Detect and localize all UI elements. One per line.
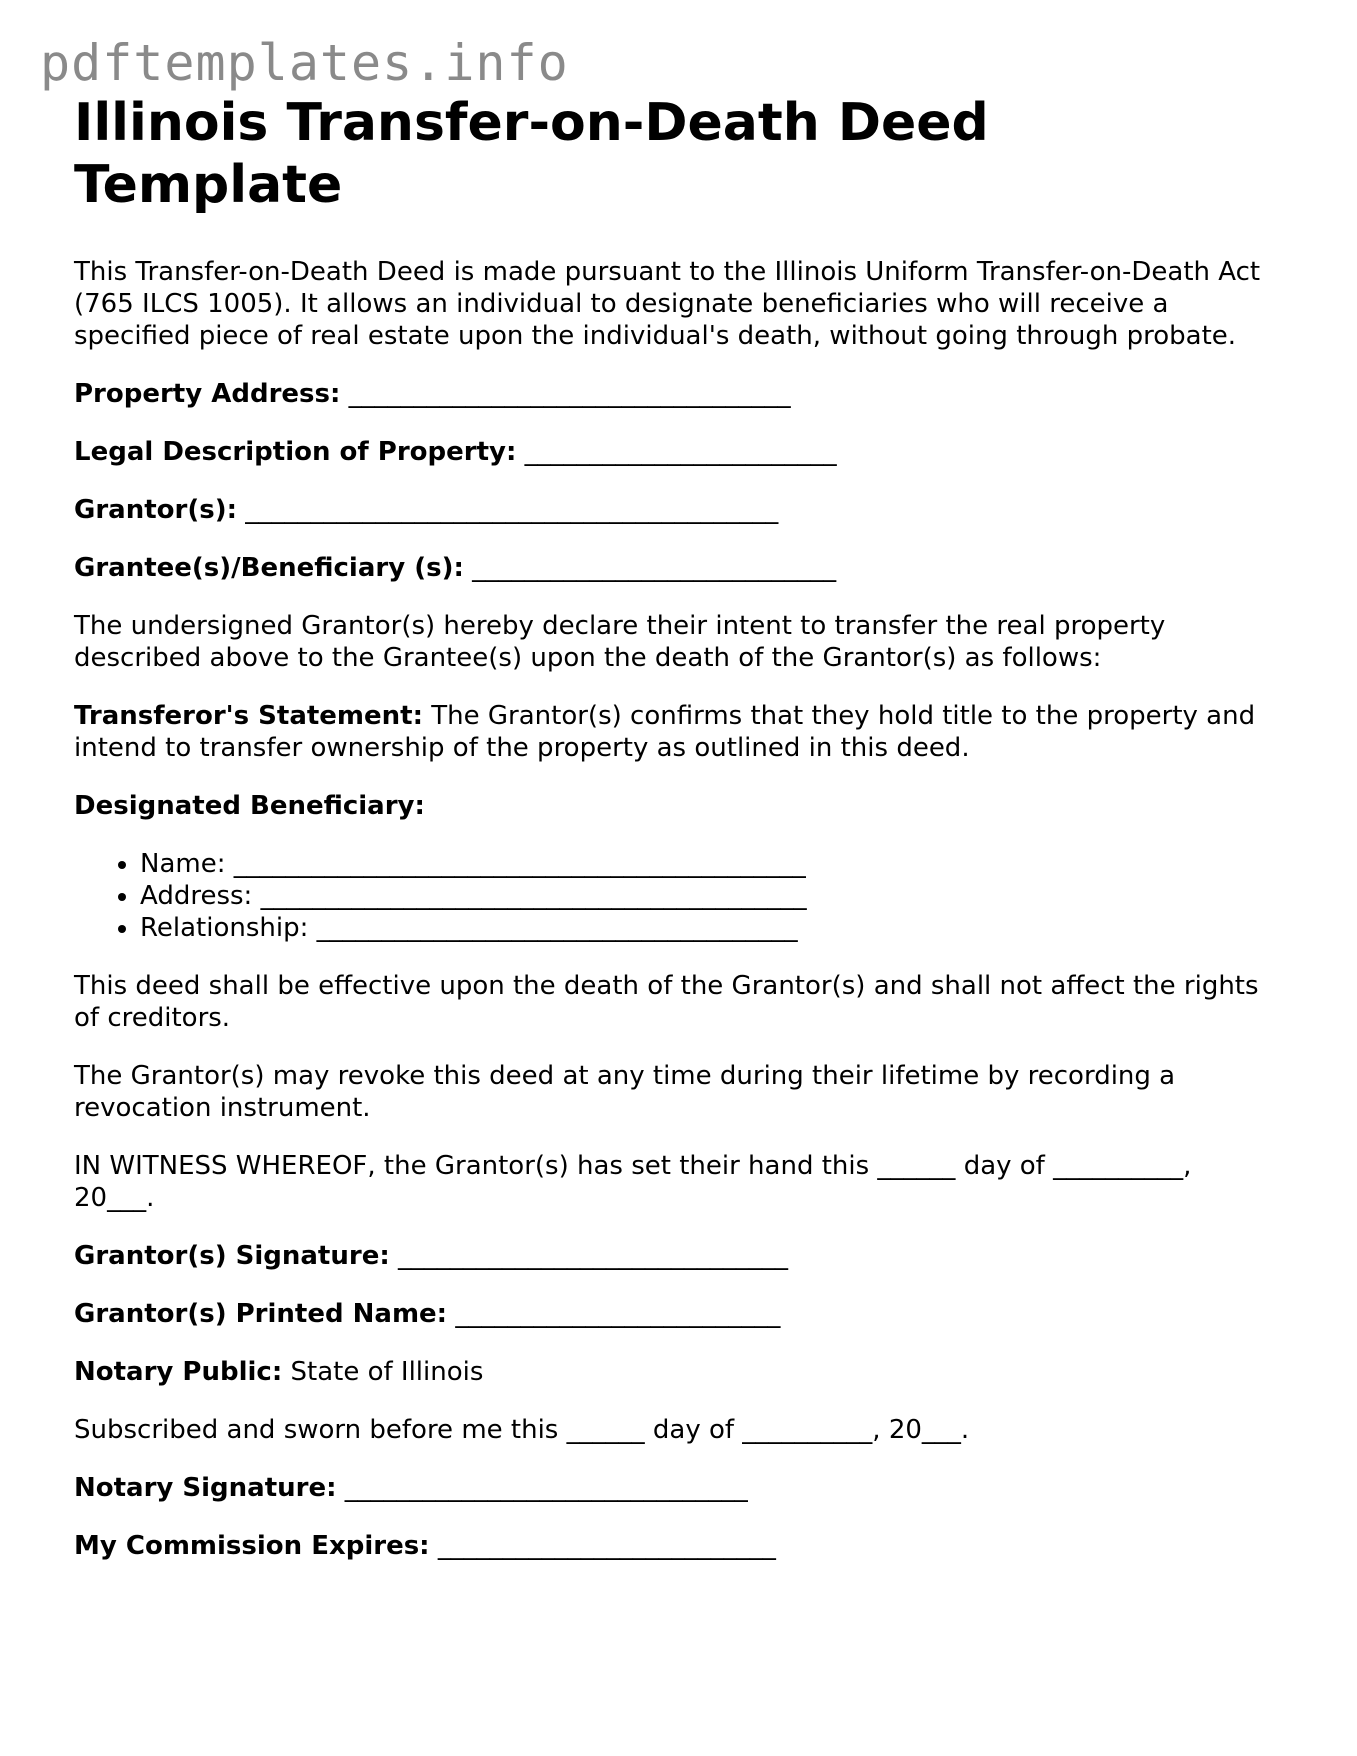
grantor-signature-blank[interactable]: ______________________________ xyxy=(398,1241,788,1271)
grantors-field xyxy=(74,494,1274,526)
property-address-field xyxy=(74,378,1274,410)
commission-expires-label: My Commission Expires: xyxy=(74,1531,430,1561)
effective-paragraph: This deed shall be effective upon the death of the Grantor(s) and shall not affect the rights of creditors. xyxy=(74,971,1259,1033)
title-line-1: Illinois Transfer-on-Death Deed xyxy=(74,93,989,153)
beneficiary-address-item xyxy=(140,880,1274,912)
beneficiary-name-blank[interactable]: ____________________________________________ xyxy=(233,849,806,879)
notary-signature-label: Notary Signature: xyxy=(74,1473,337,1503)
property-address-blank[interactable]: __________________________________ xyxy=(348,379,791,409)
beneficiary-list xyxy=(74,848,1274,944)
beneficiary-relationship-blank[interactable]: _____________________________________ xyxy=(316,913,798,943)
document-body xyxy=(74,92,1274,1562)
beneficiary-relationship-item xyxy=(140,912,1274,944)
grantor-signature-label: Grantor(s) Signature: xyxy=(74,1241,390,1271)
grantors-blank[interactable]: _________________________________________ xyxy=(245,495,779,525)
notary-signature-field xyxy=(74,1472,1274,1504)
grantor-signature-field xyxy=(74,1240,1274,1272)
page-title xyxy=(74,92,1274,216)
beneficiary-heading: Designated Beneficiary: xyxy=(74,791,425,821)
beneficiary-name-item xyxy=(140,848,1274,880)
notary-public-text: State of Illinois xyxy=(282,1357,484,1387)
grantees-label: Grantee(s)/Beneficiary (s): xyxy=(74,553,464,583)
commission-expires-field xyxy=(74,1530,1274,1562)
grantees-blank[interactable]: ____________________________ xyxy=(472,553,837,583)
grantees-field xyxy=(74,552,1274,584)
legal-description-field xyxy=(74,436,1274,468)
transferor-statement xyxy=(74,700,1274,764)
witness-paragraph: IN WITNESS WHEREOF, the Grantor(s) has set their hand this ______ day of __________, 20___. xyxy=(74,1151,1192,1213)
commission-expires-blank[interactable]: __________________________ xyxy=(437,1531,776,1561)
grantor-printed-name-field xyxy=(74,1298,1274,1330)
notary-signature-blank[interactable]: _______________________________ xyxy=(344,1473,748,1503)
transferor-text: The Grantor(s) confirms that they hold title to the property and intend to transfer ownership of the property as outlined in this deed. xyxy=(74,701,1256,763)
revoke-paragraph: The Grantor(s) may revoke this deed at any time during their lifetime by recording a revocation instrument. xyxy=(74,1061,1176,1123)
beneficiary-relationship-label: Relationship: xyxy=(140,913,309,943)
grantors-label: Grantor(s): xyxy=(74,495,237,525)
notary-public-label: Notary Public: xyxy=(74,1357,283,1387)
notary-public-line xyxy=(74,1356,1274,1388)
beneficiary-address-blank[interactable]: __________________________________________ xyxy=(260,881,807,911)
legal-description-blank[interactable]: ________________________ xyxy=(524,437,837,467)
sworn-statement: Subscribed and sworn before me this ______ day of __________, 20___. xyxy=(74,1415,970,1445)
grantor-printed-name-blank[interactable]: _________________________ xyxy=(455,1299,781,1329)
grantor-printed-name-label: Grantor(s) Printed Name: xyxy=(74,1299,448,1329)
title-line-2: Template xyxy=(74,155,343,215)
intro-paragraph: This Transfer-on-Death Deed is made pursuant to the Illinois Uniform Transfer-on-Death Act (765 ILCS 1005). It allows an individual to designate beneficiaries who will receive a specified piece of real estate upon the individual's death, without going through probate. xyxy=(74,257,1261,351)
property-address-label: Property Address: xyxy=(74,379,341,409)
transferor-label: Transferor's Statement: xyxy=(74,701,423,731)
beneficiary-address-label: Address: xyxy=(140,881,253,911)
legal-description-label: Legal Description of Property: xyxy=(74,437,517,467)
declaration-paragraph: The undersigned Grantor(s) hereby declare their intent to transfer the real property described above to the Grantee(s) upon the death of the Grantor(s) as follows: xyxy=(74,611,1166,673)
watermark-logo: pdftemplates.info xyxy=(40,34,569,92)
beneficiary-name-label: Name: xyxy=(140,849,226,879)
